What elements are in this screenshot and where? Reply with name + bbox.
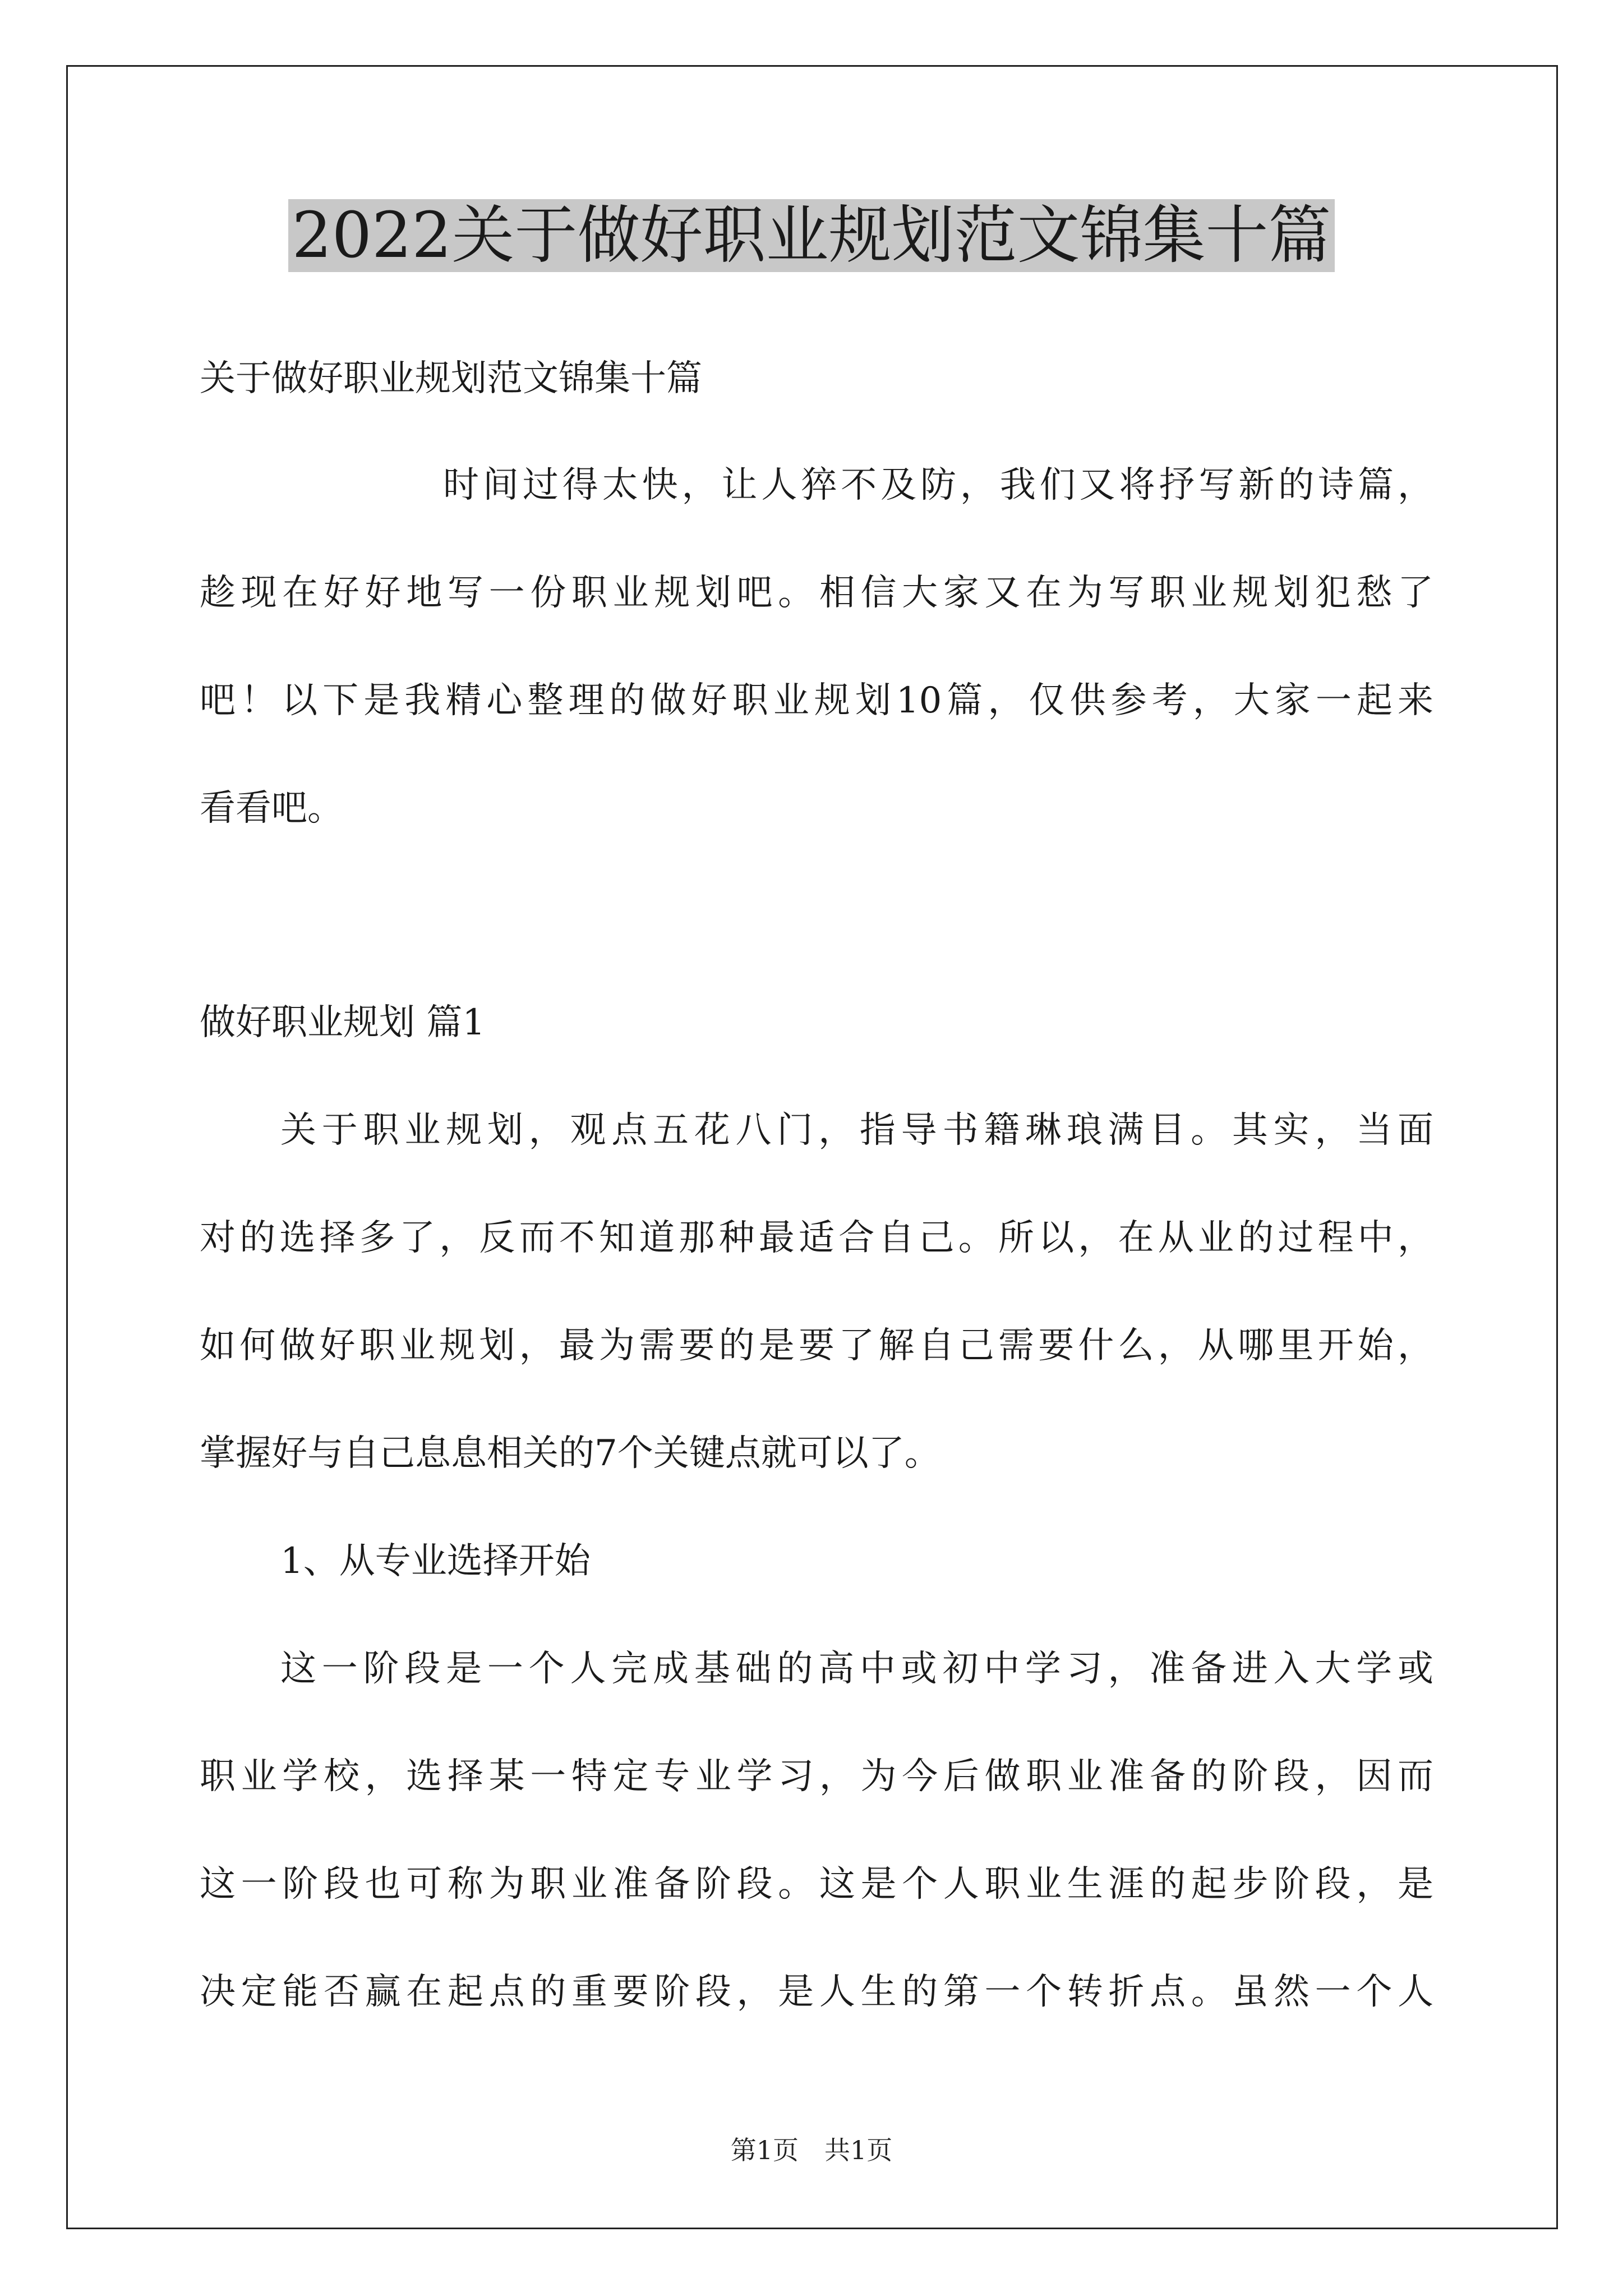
para1-line-1: 关于职业规划，观点五花八门，指导书籍琳琅满目。其实，当面 xyxy=(280,1110,1433,1151)
para2-line-4: 决定能否赢在起点的重要阶段，是人生的第一个转折点。虽然一个人 xyxy=(200,1971,1433,2013)
para2-line-1: 这一阶段是一个人完成基础的高中或初中学习，准备进入大学或 xyxy=(280,1648,1433,1690)
para1-line-4: 掌握好与自己息息相关的7个关键点就可以了。 xyxy=(200,1433,940,1474)
page-footer: 第1页 共1页 xyxy=(730,2135,893,2165)
para2-line-3: 这一阶段也可称为职业准备阶段。这是个人职业生涯的起步阶段，是 xyxy=(200,1864,1433,1905)
document-subtitle: 关于做好职业规划范文锦集十篇 xyxy=(200,358,702,399)
section-heading: 做好职业规划 篇1 xyxy=(200,1002,486,1043)
intro-line-3: 吧！以下是我精心整理的做好职业规划10篇，仅供参考，大家一起来 xyxy=(200,680,1433,721)
intro-line-1: 时间过得太快，让人猝不及防，我们又将抒写新的诗篇， xyxy=(443,464,1433,506)
document-title-text: 2022关于做好职业规划范文锦集十篇 xyxy=(288,199,1334,272)
intro-line-2: 趁现在好好地写一份职业规划吧。相信大家又在为写职业规划犯愁了 xyxy=(200,572,1433,614)
document-title xyxy=(0,196,1623,275)
para1-line-3: 如何做好职业规划，最为需要的是要了解自己需要什么，从哪里开始， xyxy=(200,1325,1433,1366)
intro-line-4: 看看吧。 xyxy=(200,788,343,829)
point-1-heading: 1、从专业选择开始 xyxy=(280,1540,591,1582)
para2-line-2: 职业学校，选择某一特定专业学习，为今后做职业准备的阶段，因而 xyxy=(200,1756,1433,1797)
para1-line-2: 对的选择多了，反而不知道那种最适合自己。所以，在从业的过程中， xyxy=(200,1217,1433,1259)
